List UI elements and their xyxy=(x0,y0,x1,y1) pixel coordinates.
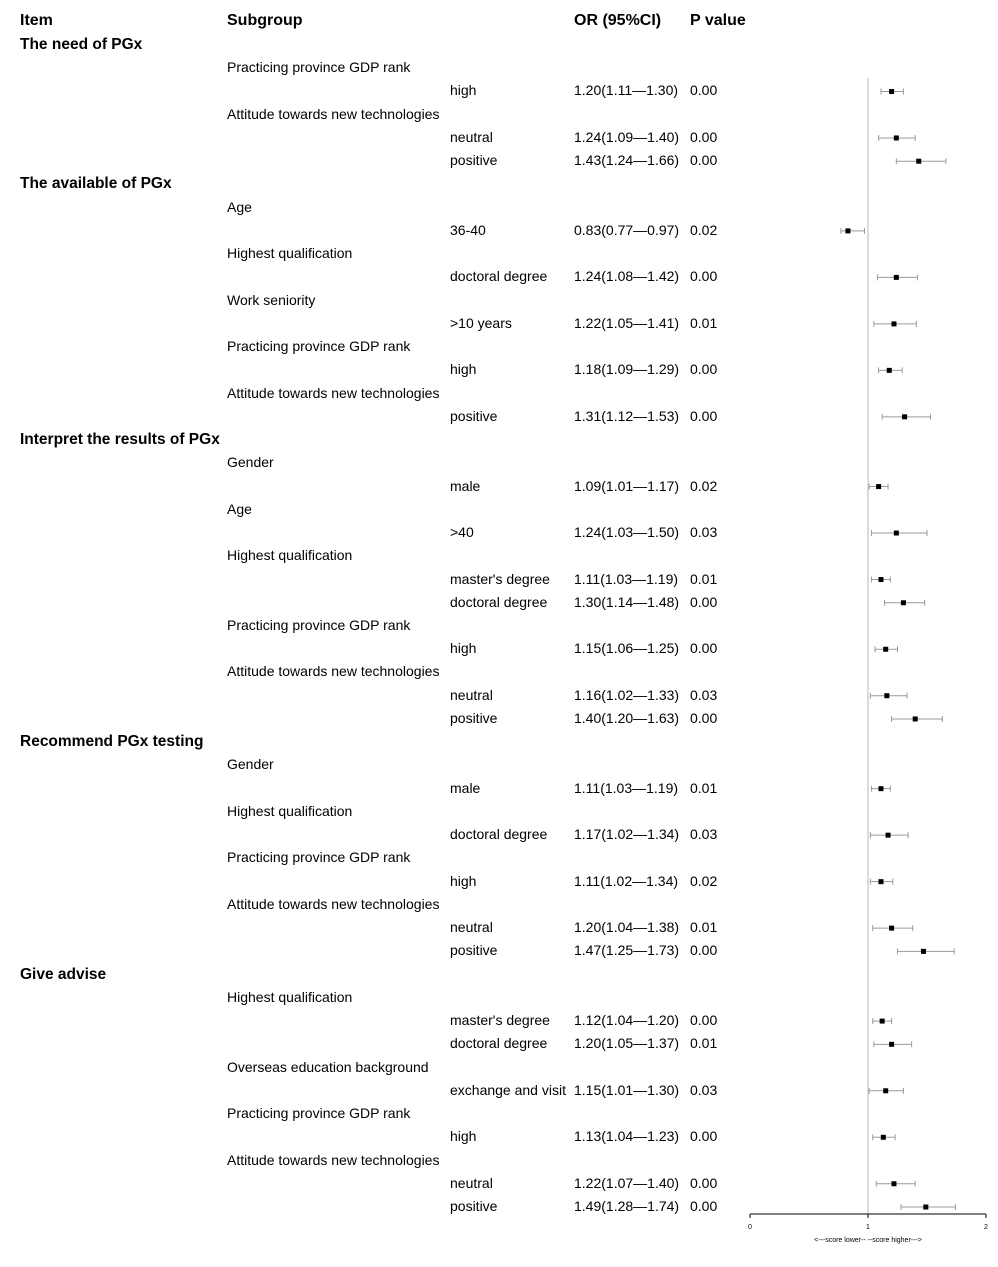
p-value: 0.02 xyxy=(690,221,718,238)
x-tick-label: 2 xyxy=(984,1224,988,1231)
level-label: exchange and visit xyxy=(450,1081,566,1098)
subgroup-label: Highest qualification xyxy=(227,245,353,262)
p-value: 0.00 xyxy=(690,407,718,424)
or-point xyxy=(876,484,881,489)
forest-mark xyxy=(872,786,891,792)
level-label: >40 xyxy=(450,524,474,541)
or-ci-value: 1.15(1.06—1.25) xyxy=(574,640,680,657)
forest-mark xyxy=(872,530,927,536)
p-value: 0.01 xyxy=(690,314,718,331)
p-value: 0.00 xyxy=(690,361,718,378)
or-point xyxy=(889,926,894,931)
forest-mark xyxy=(869,1088,903,1094)
level-label: positive xyxy=(450,709,498,726)
item-label: The need of PGx xyxy=(20,36,143,53)
p-value: 0.00 xyxy=(690,82,718,99)
p-value: 0.01 xyxy=(690,1035,718,1052)
or-point xyxy=(845,228,850,233)
or-ci-value: 1.24(1.03—1.50) xyxy=(574,524,680,541)
or-ci-value: 1.15(1.01—1.30) xyxy=(574,1081,680,1098)
level-label: male xyxy=(450,779,481,796)
or-ci-value: 1.20(1.11—1.30) xyxy=(574,82,679,99)
p-value: 0.01 xyxy=(690,919,718,936)
forest-mark xyxy=(872,577,891,583)
level-label: high xyxy=(450,640,477,657)
forest-mark xyxy=(879,367,903,373)
p-value: 0.00 xyxy=(690,593,718,610)
or-ci-value: 1.20(1.05—1.37) xyxy=(574,1035,680,1052)
level-label: positive xyxy=(450,152,498,169)
header-p-value: P value xyxy=(690,12,746,29)
level-label: doctoral degree xyxy=(450,1035,548,1052)
forest-mark xyxy=(873,1018,892,1024)
or-ci-value: 1.43(1.24—1.66) xyxy=(574,152,680,169)
subgroup-label: Practicing province GDP rank xyxy=(227,338,411,355)
level-label: high xyxy=(450,1128,477,1145)
level-label: doctoral degree xyxy=(450,826,548,843)
forest-mark xyxy=(870,832,908,838)
or-ci-value: 1.49(1.28—1.74) xyxy=(574,1198,680,1214)
or-ci-value: 1.47(1.25—1.73) xyxy=(574,942,680,959)
header-or: OR (95%CI) xyxy=(574,12,662,29)
or-point xyxy=(878,879,883,884)
or-ci-value: 1.09(1.01—1.17) xyxy=(574,477,680,494)
or-ci-value: 1.22(1.07—1.40) xyxy=(574,1174,680,1191)
x-tick-label: 1 xyxy=(866,1224,870,1231)
or-point xyxy=(881,1135,886,1140)
forest-mark xyxy=(874,321,916,327)
subgroup-label: Attitude towards new technologies xyxy=(227,663,440,680)
or-point xyxy=(894,531,899,536)
or-point xyxy=(902,414,907,419)
p-value: 0.03 xyxy=(690,524,718,541)
or-ci-value: 1.18(1.09—1.29) xyxy=(574,361,680,378)
p-value: 0.00 xyxy=(690,1128,718,1145)
or-point xyxy=(883,647,888,652)
item-label: Interpret the results of PGx xyxy=(20,431,220,449)
or-point xyxy=(878,786,883,791)
subgroup-label: Age xyxy=(227,198,252,215)
forest-mark xyxy=(879,135,916,141)
subgroup-label: Work seniority xyxy=(227,291,316,308)
p-value: 0.00 xyxy=(690,1198,718,1214)
or-point xyxy=(891,1181,896,1186)
x-direction-label: <---score lower-- --score higher---> xyxy=(814,1237,922,1244)
item-label: Give advise xyxy=(20,965,107,983)
forest-mark xyxy=(875,646,897,652)
forest-mark xyxy=(881,88,903,94)
or-ci-value: 1.16(1.02—1.33) xyxy=(574,686,680,703)
forest-mark xyxy=(869,484,888,490)
or-point xyxy=(894,275,899,280)
forest-mark xyxy=(870,879,892,885)
header-item: Item xyxy=(20,12,53,29)
level-label: master's degree xyxy=(450,570,550,587)
or-ci-value: 1.17(1.02—1.34) xyxy=(574,826,680,843)
or-point xyxy=(884,693,889,698)
subgroup-label: Age xyxy=(227,500,252,517)
or-ci-value: 1.30(1.14—1.48) xyxy=(574,593,680,610)
or-ci-value: 1.12(1.04—1.20) xyxy=(574,1012,680,1029)
subgroup-label: Attitude towards new technologies xyxy=(227,105,440,122)
or-point xyxy=(887,368,892,373)
or-ci-value: 0.83(0.77—0.97) xyxy=(574,221,680,238)
or-point xyxy=(891,321,896,326)
subgroup-label: Highest qualification xyxy=(227,988,353,1005)
subgroup-label: Practicing province GDP rank xyxy=(227,1105,411,1122)
level-label: >10 years xyxy=(450,314,512,331)
or-point xyxy=(886,833,891,838)
forest-mark xyxy=(901,1204,955,1210)
p-value: 0.00 xyxy=(690,640,718,657)
level-label: high xyxy=(450,82,477,99)
level-label: master's degree xyxy=(450,1012,550,1029)
forest-mark xyxy=(841,228,865,234)
or-point xyxy=(883,1088,888,1093)
level-label: 36-40 xyxy=(450,221,486,238)
subgroup-label: Overseas education background xyxy=(227,1058,429,1075)
or-ci-value: 1.11(1.02—1.34) xyxy=(574,872,679,889)
p-value: 0.00 xyxy=(690,152,718,169)
or-point xyxy=(889,1042,894,1047)
or-ci-value: 1.11(1.03—1.19) xyxy=(574,779,679,796)
p-value: 0.03 xyxy=(690,686,718,703)
subgroup-label: Practicing province GDP rank xyxy=(227,617,411,633)
p-value: 0.03 xyxy=(690,826,718,843)
forest-mark xyxy=(882,414,930,420)
level-label: neutral xyxy=(450,919,493,936)
forest-mark xyxy=(873,1134,895,1140)
p-value: 0.02 xyxy=(690,477,718,494)
subgroup-label: Practicing province GDP rank xyxy=(227,59,411,76)
level-label: doctoral degree xyxy=(450,268,548,285)
or-point xyxy=(889,89,894,94)
level-label: high xyxy=(450,361,477,378)
item-label: Recommend PGx testing xyxy=(20,733,204,751)
header-subgroup: Subgroup xyxy=(227,12,303,29)
forest-mark xyxy=(896,158,946,164)
or-point xyxy=(878,577,883,582)
p-value: 0.00 xyxy=(690,1012,718,1029)
p-value: 0.01 xyxy=(690,570,718,587)
or-ci-value: 1.22(1.05—1.41) xyxy=(574,314,680,331)
or-point xyxy=(894,135,899,140)
or-ci-value: 1.13(1.04—1.23) xyxy=(574,1128,680,1145)
subgroup-label: Highest qualification xyxy=(227,802,353,819)
or-ci-value: 1.31(1.12—1.53) xyxy=(574,407,680,424)
forest-mark xyxy=(892,716,943,722)
p-value: 0.00 xyxy=(690,1174,718,1191)
subgroup-label: Gender xyxy=(227,454,274,471)
or-point xyxy=(901,600,906,605)
forest-mark xyxy=(870,693,907,699)
or-point xyxy=(913,716,918,721)
p-value: 0.00 xyxy=(690,128,718,145)
or-point xyxy=(880,1019,885,1024)
forest-mark xyxy=(898,948,955,954)
or-ci-value: 1.24(1.08—1.42) xyxy=(574,268,680,285)
level-label: neutral xyxy=(450,1174,493,1191)
or-point xyxy=(923,1205,928,1210)
p-value: 0.00 xyxy=(690,709,718,726)
subgroup-label: Attitude towards new technologies xyxy=(227,1151,440,1168)
p-value: 0.00 xyxy=(690,942,718,959)
or-ci-value: 1.24(1.09—1.40) xyxy=(574,128,680,145)
level-label: male xyxy=(450,477,481,494)
level-label: neutral xyxy=(450,686,493,703)
x-tick-label: 0 xyxy=(748,1224,752,1231)
level-label: neutral xyxy=(450,128,493,145)
p-value: 0.01 xyxy=(690,779,718,796)
forest-mark xyxy=(877,274,917,280)
or-ci-value: 1.11(1.03—1.19) xyxy=(574,570,679,587)
forest-mark xyxy=(885,600,925,606)
or-ci-value: 1.40(1.20—1.63) xyxy=(574,709,680,726)
subgroup-label: Attitude towards new technologies xyxy=(227,895,440,912)
level-label: positive xyxy=(450,1198,498,1214)
level-label: positive xyxy=(450,942,498,959)
forest-mark xyxy=(873,925,913,931)
item-label: The available of PGx xyxy=(20,175,172,193)
p-value: 0.03 xyxy=(690,1081,718,1098)
subgroup-label: Attitude towards new technologies xyxy=(227,384,440,401)
or-point xyxy=(921,949,926,954)
or-ci-value: 1.20(1.04—1.38) xyxy=(574,919,680,936)
subgroup-label: Highest qualification xyxy=(227,547,353,564)
subgroup-label: Practicing province GDP rank xyxy=(227,849,411,866)
subgroup-label: Gender xyxy=(227,756,274,773)
level-label: doctoral degree xyxy=(450,593,548,610)
or-point xyxy=(916,159,921,164)
p-value: 0.02 xyxy=(690,872,718,889)
level-label: high xyxy=(450,872,477,889)
forest-mark xyxy=(876,1181,915,1187)
level-label: positive xyxy=(450,407,498,424)
forest-mark xyxy=(874,1041,912,1047)
p-value: 0.00 xyxy=(690,268,718,285)
